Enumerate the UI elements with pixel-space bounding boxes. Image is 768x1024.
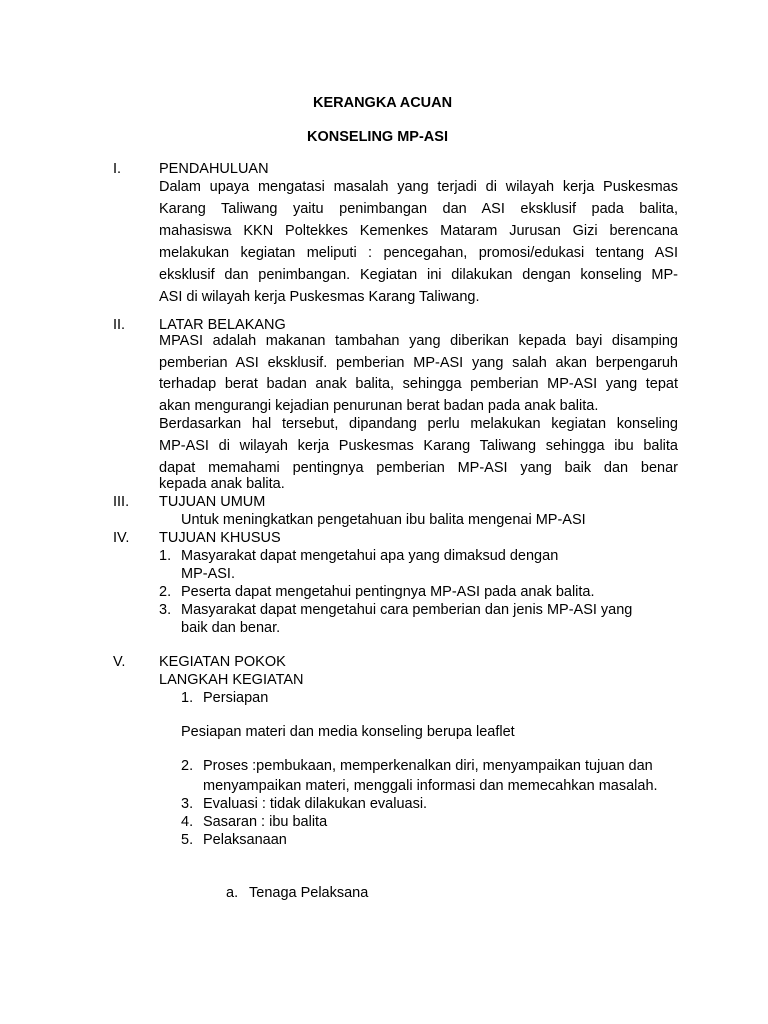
section-4-number: IV. — [113, 530, 130, 546]
step-label: Sasaran : ibu balita — [203, 814, 328, 830]
section-2-line: dapat memahami pentingnya pemberian MP-ASI yang baik dan benar — [159, 460, 678, 476]
step-number: 4. — [181, 814, 194, 830]
section-1-line: Dalam upaya mengatasi masalah yang terjadi di wilayah kerja Puskesmas — [159, 179, 678, 195]
sub-item-letter: a. — [226, 885, 239, 901]
section-1-heading: PENDAHULUAN — [159, 161, 269, 177]
section-2-heading: LATAR BELAKANG — [159, 317, 286, 333]
document-title: KERANGKA ACUAN — [313, 95, 453, 111]
section-2-line: akan mengurangi kejadian penurunan berat badan pada anak balita. — [159, 397, 599, 414]
section-4-heading: TUJUAN KHUSUS — [159, 530, 281, 546]
section-1-number: I. — [113, 161, 122, 177]
step-detail: Pesiapan materi dan media konseling berupa leaflet — [181, 724, 515, 740]
section-1-line: ASI di wilayah kerja Puskesmas Karang Taliwang. — [159, 289, 480, 305]
section-2-line: MP-ASI di wilayah kerja Puskesmas Karang Taliwang sehingga ibu balita — [159, 438, 678, 454]
step-number: 3. — [181, 796, 194, 812]
section-5-heading: KEGIATAN POKOK — [159, 654, 286, 670]
list-item-text: Masyarakat dapat mengetahui cara pemberian dan jenis MP-ASI yang — [181, 602, 633, 618]
step-number: 5. — [181, 832, 194, 848]
list-item-text-cont: baik dan benar. — [181, 620, 281, 636]
step-number: 1. — [181, 690, 194, 706]
step-number: 2. — [181, 758, 194, 774]
list-item-number: 3. — [159, 602, 172, 618]
step-label: Proses :pembukaan, memperkenalkan diri, menyampaikan tujuan dan — [203, 758, 653, 774]
list-item-number: 1. — [159, 548, 172, 564]
section-2-line: Berdasarkan hal tersebut, dipandang perlu melakukan kegiatan konseling — [159, 416, 678, 432]
list-item-text-cont: MP-ASI. — [181, 566, 235, 582]
section-2-number: II. — [113, 317, 126, 333]
step-label: Evaluasi : tidak dilakukan evaluasi. — [203, 796, 428, 812]
step-label: Pelaksanaan — [203, 832, 287, 848]
section-2-line: pemberian ASI eksklusif. pemberian MP-ASI yang salah akan berpengaruh — [159, 354, 678, 371]
section-2-line: MPASI adalah makanan tambahan yang diberikan kepada bayi disamping — [159, 333, 678, 349]
section-2-line: kepada anak balita. — [159, 476, 285, 492]
list-item-number: 2. — [159, 584, 172, 600]
document-subtitle: KONSELING MP-ASI — [307, 129, 448, 145]
section-2-line: terhadap berat badan anak balita, sehingga pemberian MP-ASI yang tepat — [159, 376, 678, 392]
section-1-line: mahasiswa KKN Poltekkes Kemenkes Mataram Jurusan Gizi berencana — [159, 223, 678, 239]
section-1-paragraph — [159, 176, 678, 308]
section-5-number: V. — [113, 654, 126, 670]
section-2-paragraph-2 — [159, 413, 678, 479]
list-item-text: Peserta dapat mengetahui pentingnya MP-ASI pada anak balita. — [181, 584, 595, 600]
section-3-text: Untuk meningkatkan pengetahuan ibu balita mengenai MP-ASI — [181, 512, 586, 528]
section-1-line: melakukan kegiatan meliputi : pencegahan, promosi/edukasi tentang ASI — [159, 245, 678, 261]
section-1-line: eksklusif dan penimbangan. Kegiatan ini dilakukan dengan konseling MP- — [159, 267, 678, 283]
section-1-line: Karang Taliwang yaitu penimbangan dan ASI eksklusif pada balita, — [159, 201, 678, 217]
sub-item-label: Tenaga Pelaksana — [249, 885, 369, 901]
step-label-cont: menyampaikan materi, menggali informasi dan memecahkan masalah. — [203, 778, 658, 794]
section-3-heading: TUJUAN UMUM — [159, 494, 266, 510]
step-label: Persiapan — [203, 690, 269, 706]
section-2-paragraph — [159, 331, 678, 417]
list-item-text: Masyarakat dapat mengetahui apa yang dimaksud dengan — [181, 548, 559, 564]
section-5-subheading: LANGKAH KEGIATAN — [159, 672, 304, 688]
section-3-number: III. — [113, 494, 130, 510]
